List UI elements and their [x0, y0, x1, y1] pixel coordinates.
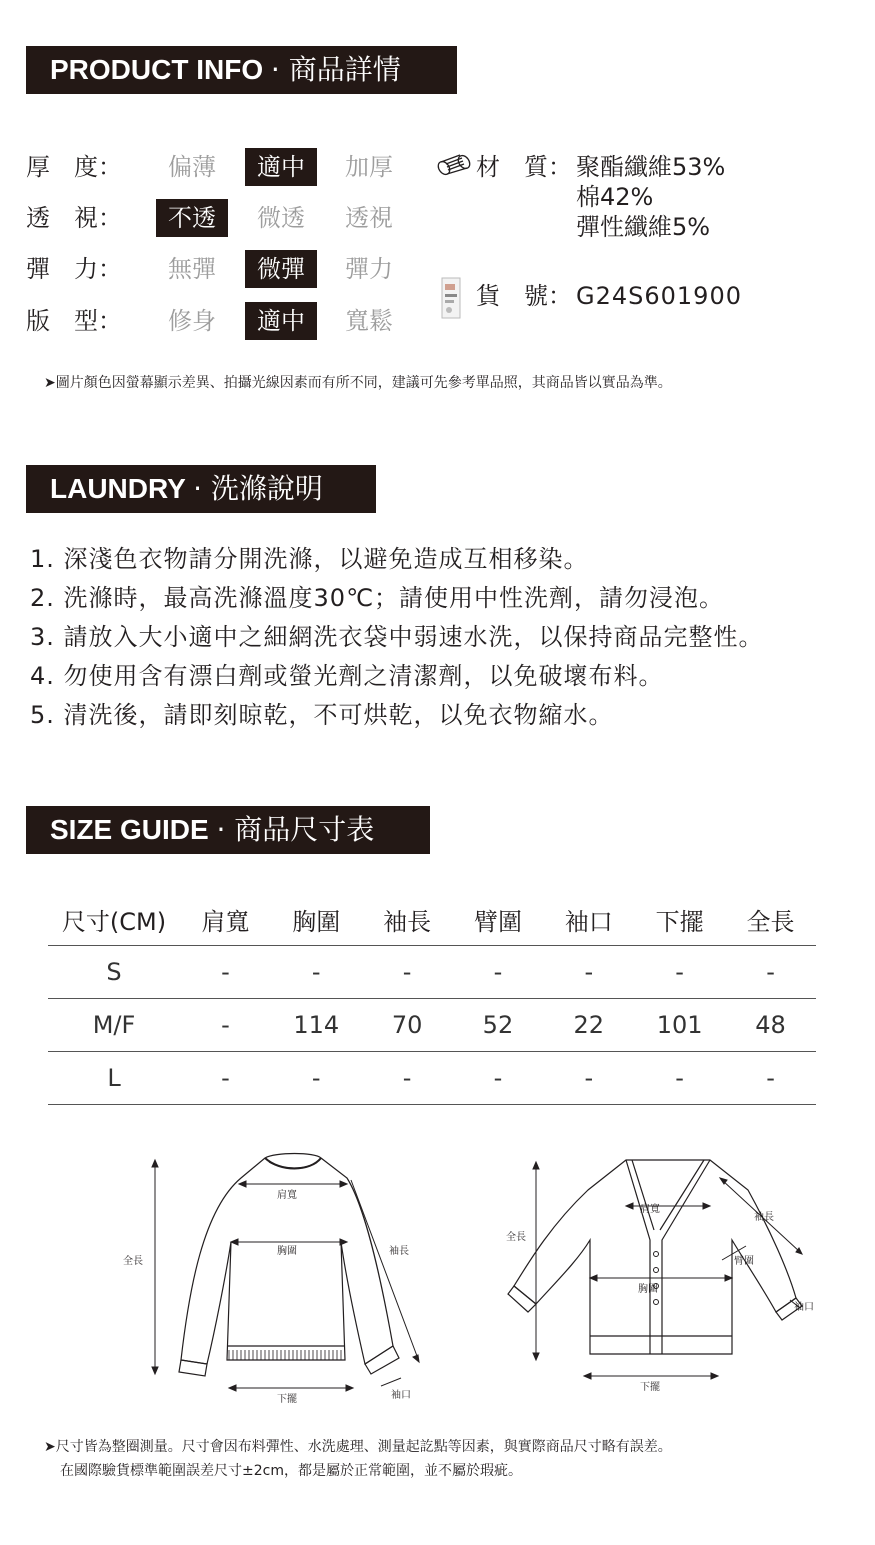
size-value-cell: 22	[543, 999, 634, 1052]
size-table	[48, 893, 816, 1105]
cardigan-cuff-label: 袖口	[794, 1302, 814, 1313]
size-row	[48, 1052, 816, 1105]
header-zh: · 商品尺寸表	[216, 813, 375, 846]
header-en: SIZE GUIDE	[50, 814, 209, 845]
material-label: 材 質：	[476, 153, 572, 181]
sweater-diagram	[115, 1150, 435, 1410]
size-column-header: 尺寸(CM)	[48, 893, 180, 946]
sweater-chest-label: 胸圍	[277, 1246, 297, 1257]
sweater-cuff-label: 袖口	[391, 1390, 411, 1401]
sweater-shoulder-label: 肩寬	[277, 1190, 297, 1201]
cardigan-chest-label: 胸圍	[638, 1284, 658, 1295]
size-value-cell: 114	[271, 999, 362, 1052]
attribute-option-selected: 適中	[245, 148, 317, 186]
laundry-item: 1. 深淺色衣物請分開洗滌，以避免造成互相移染。	[30, 545, 589, 573]
material-line: 聚酯纖維53%	[576, 153, 726, 181]
cardigan-diagram	[500, 1150, 830, 1400]
size-value-cell: -	[725, 946, 816, 999]
sweater-sleeve-label: 袖長	[389, 1246, 409, 1257]
size-column-header: 下擺	[634, 893, 725, 946]
size-name-cell: S	[48, 946, 180, 999]
attribute-label: 透 視：	[26, 204, 122, 232]
attribute-option: 無彈	[168, 255, 216, 283]
size-value-cell: 52	[453, 999, 544, 1052]
size-value-cell: 48	[725, 999, 816, 1052]
size-name-cell: M/F	[48, 999, 180, 1052]
attribute-option-selected: 適中	[245, 302, 317, 340]
attribute-option-selected: 微彈	[245, 250, 317, 288]
attribute-option-selected: 不透	[156, 199, 228, 237]
cardigan-arm-label: 臂圍	[734, 1256, 754, 1267]
product-note: ➤圖片顏色因螢幕顯示差異、拍攝光線因素而有所不同，建議可先參考單品照，其商品皆以實品為準。	[44, 375, 672, 391]
material-line: 彈性纖維5%	[576, 213, 711, 241]
sku-label: 貨 號：	[476, 282, 572, 310]
size-column-header: 袖長	[362, 893, 453, 946]
material-line: 棉42%	[576, 183, 654, 211]
header-en: LAUNDRY	[50, 473, 186, 504]
size-note-line-1: ➤尺寸皆為整圈測量。尺寸會因布料彈性、水洗處理、測量起訖點等因素，與實際商品尺寸略有誤差。	[44, 1439, 672, 1455]
sweater-length-label: 全長	[123, 1256, 143, 1267]
size-row	[48, 946, 816, 999]
cardigan-hem-label: 下擺	[640, 1382, 660, 1393]
size-value-cell: -	[634, 946, 725, 999]
header-en: PRODUCT INFO	[50, 54, 264, 85]
size-value-cell: -	[725, 1052, 816, 1105]
size-value-cell: -	[543, 1052, 634, 1105]
cardigan-length-label: 全長	[506, 1232, 526, 1243]
size-value-cell: -	[271, 1052, 362, 1105]
size-value-cell: -	[180, 946, 271, 999]
size-note-line-2: 在國際驗貨標準範圍誤差尺寸±2cm，都是屬於正常範圍，並不屬於瑕疵。	[60, 1463, 522, 1479]
sku-value: G24S601900	[576, 282, 742, 310]
size-value-cell: 70	[362, 999, 453, 1052]
size-column-header: 袖口	[543, 893, 634, 946]
thread-spool-icon	[436, 152, 472, 180]
cardigan-sleeve-label: 袖長	[754, 1212, 774, 1223]
sweater-hem-label: 下擺	[277, 1394, 297, 1405]
size-value-cell: -	[634, 1052, 725, 1105]
size-value-cell: 101	[634, 999, 725, 1052]
size-name-cell: L	[48, 1052, 180, 1105]
attribute-option: 修身	[168, 307, 216, 335]
size-value-cell: -	[180, 999, 271, 1052]
laundry-header	[26, 465, 376, 513]
attribute-option: 偏薄	[168, 153, 216, 181]
header-zh: · 商品詳情	[270, 53, 401, 86]
size-value-cell: -	[271, 946, 362, 999]
attribute-option: 寬鬆	[345, 307, 393, 335]
attribute-option: 加厚	[345, 153, 393, 181]
size-value-cell: -	[362, 946, 453, 999]
header-zh: · 洗滌說明	[193, 472, 323, 505]
attribute-option: 微透	[257, 204, 305, 232]
size-value-cell: -	[180, 1052, 271, 1105]
size-column-header: 胸圍	[271, 893, 362, 946]
cardigan-shoulder-label: 肩寬	[640, 1204, 660, 1215]
attribute-label: 版 型：	[26, 307, 122, 335]
tag-icon	[440, 276, 464, 320]
size-column-header: 臂圍	[453, 893, 544, 946]
attribute-label: 厚 度：	[26, 153, 122, 181]
size-value-cell: -	[453, 946, 544, 999]
size-column-header: 全長	[725, 893, 816, 946]
attribute-option: 彈力	[345, 255, 393, 283]
size-value-cell: -	[453, 1052, 544, 1105]
size-value-cell: -	[362, 1052, 453, 1105]
size-table-header	[48, 893, 816, 946]
size-value-cell: -	[543, 946, 634, 999]
attribute-option: 透視	[345, 204, 393, 232]
product-info-header	[26, 46, 457, 94]
laundry-item: 4. 勿使用含有漂白劑或螢光劑之清潔劑，以免破壞布料。	[30, 662, 664, 690]
laundry-item: 2. 洗滌時，最高洗滌溫度30℃；請使用中性洗劑，請勿浸泡。	[30, 584, 725, 612]
size-column-header: 肩寬	[180, 893, 271, 946]
laundry-item: 5. 清洗後，請即刻晾乾，不可烘乾，以免衣物縮水。	[30, 701, 614, 729]
size-row	[48, 999, 816, 1052]
sweater-labels	[123, 1188, 411, 1405]
laundry-item: 3. 請放入大小適中之細網洗衣袋中弱速水洗，以保持商品完整性。	[30, 623, 764, 651]
attribute-label: 彈 力：	[26, 255, 122, 283]
size-guide-header	[26, 806, 430, 854]
